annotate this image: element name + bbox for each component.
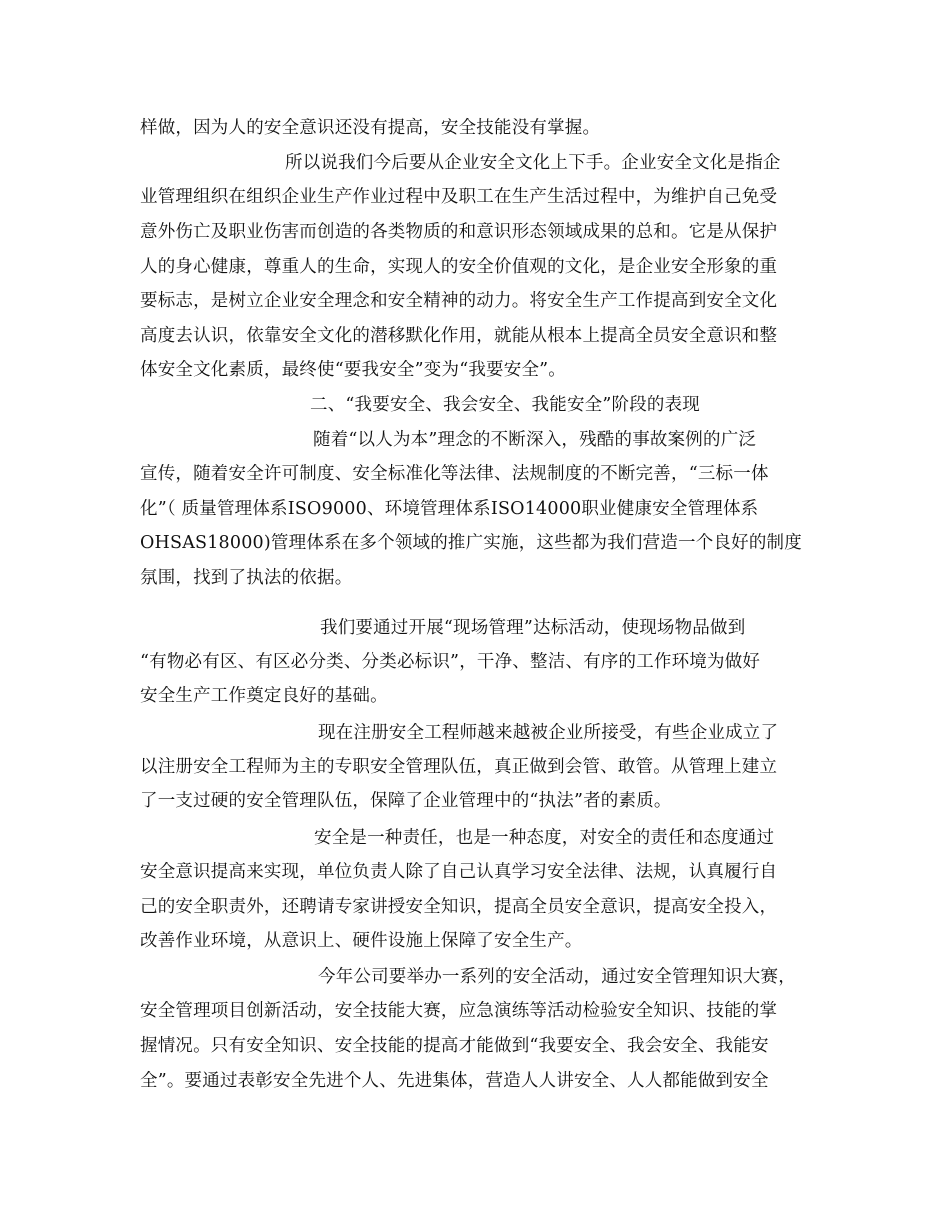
text-line: 样做，因为人的安全意识还没有提高，安全技能没有掌握。 <box>140 118 601 138</box>
text-line: 安全意识提高来实现，单位负责人除了自己认真学习安全法律、法规，认真履行自 <box>140 862 778 882</box>
paragraph-first-line: 随着“以人为本”理念的不断深入，残酷的事故案例的广泛 <box>313 430 757 450</box>
text-line: 要标志，是树立企业安全理念和安全精神的动力。将安全生产工作提高到安全文化 <box>140 291 778 311</box>
paragraph-first-line: 所以说我们今后要从企业安全文化上下手。企业安全文化是指企 <box>285 153 781 173</box>
text-line: 业管理组织在组织企业生产作业过程中及职工在生产生活过程中，为维护自己免受 <box>140 187 778 207</box>
text-line: 己的安全职责外，还聘请专家讲授安全知识，提高全员安全意识，提高安全投入， <box>140 897 778 917</box>
paragraph-first-line: 现在注册安全工程师越来越被企业所接受，有些企业成立了 <box>318 723 779 743</box>
text-line: 宣传，随着安全许可制度、安全标准化等法律、法规制度的不断完善，“三标一体 <box>140 464 769 484</box>
text-line: 全”。要通过表彰安全先进个人、先进集体，营造人人讲安全、人人都能做到安全 <box>140 1071 769 1091</box>
paragraph-first-line: 今年公司要举办一系列的安全活动，通过安全管理知识大赛， <box>318 967 796 987</box>
text-line: 握情况。只有安全知识、安全技能的提高才能做到“我要安全、我会安全、我能安 <box>140 1036 769 1056</box>
section-heading: 二、“我要安全、我会安全、我能安全”阶段的表现 <box>310 395 700 415</box>
text-line: 高度去认识，依靠安全文化的潜移默化作用，就能从根本上提高全员安全意识和整 <box>140 326 778 346</box>
text-line: 氛围，找到了执法的依据。 <box>140 568 353 588</box>
text-line: “有物必有区、有区必分类、分类必标识”，干净、整洁、有序的工作环境为做好 <box>140 652 761 672</box>
paragraph-first-line: 我们要通过开展“现场管理”达标活动，使现场物品做到 <box>320 618 746 638</box>
text-line: 安全管理项目创新活动，安全技能大赛，应急演练等活动检验安全知识、技能的掌 <box>140 1001 778 1021</box>
text-line: 体安全文化素质，最终使“要我安全”变为“我要安全”。 <box>140 360 566 380</box>
text-line: 安全生产工作奠定良好的基础。 <box>140 686 388 706</box>
text-line: 人的身心健康，尊重人的生命，实现人的安全价值观的文化，是企业安全形象的重 <box>140 257 778 277</box>
text-line: 化”（ 质量管理体系ISO9000、环境管理体系ISO14000职业健康安全管理体系 <box>140 499 759 519</box>
text-line: OHSAS18000)管理体系在多个领域的推广实施，这些都为我们营造一个良好的制度 <box>140 533 802 553</box>
paragraph-first-line: 安全是一种责任，也是一种态度，对安全的责任和态度通过 <box>314 828 775 848</box>
text-line: 了一支过硬的安全管理队伍，保障了企业管理中的“执法”者的素质。 <box>140 791 672 811</box>
text-line: 以注册安全工程师为主的专职安全管理队伍，真正做到会管、敢管。从管理上建立 <box>140 757 778 777</box>
text-line: 改善作业环境，从意识上、硬件设施上保障了安全生产。 <box>140 931 583 951</box>
text-line: 意外伤亡及职业伤害而创造的各类物质的和意识形态领域成果的总和。它是从保护 <box>140 222 778 242</box>
